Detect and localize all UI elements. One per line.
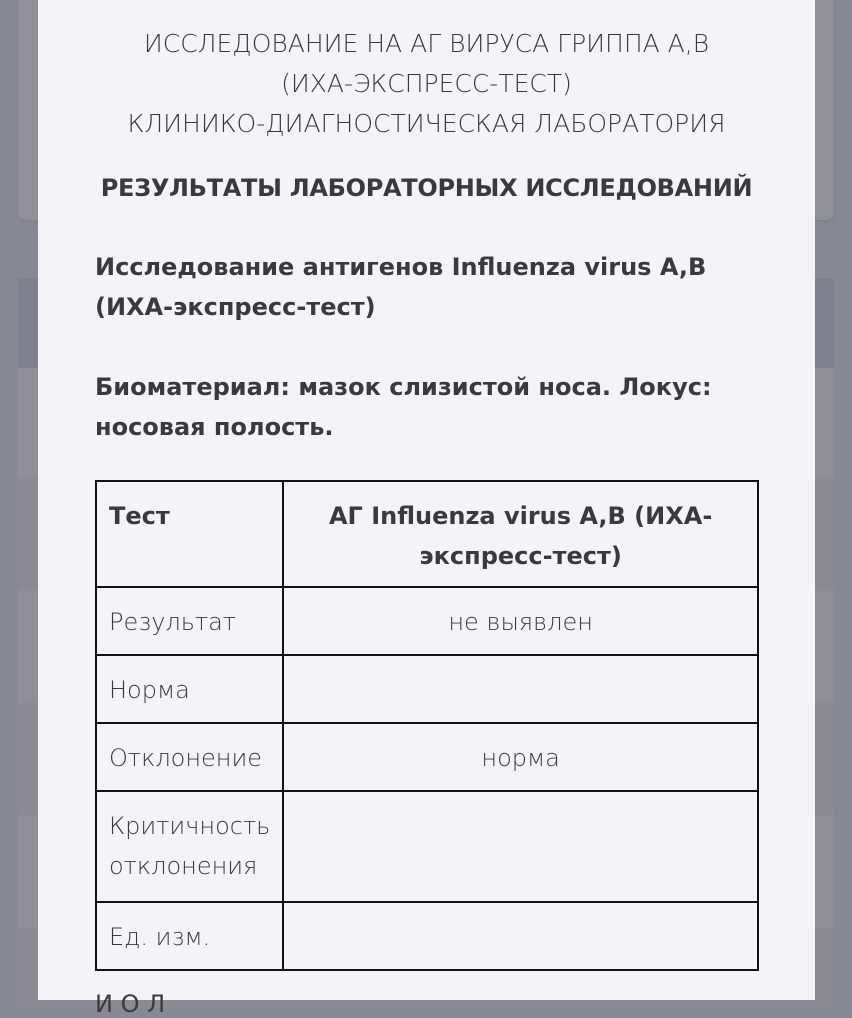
row-label: Результат bbox=[96, 587, 283, 655]
row-value bbox=[283, 791, 758, 902]
results-table bbox=[95, 480, 759, 971]
row-label: Отклонение bbox=[96, 723, 283, 791]
header-label-cell: Тест bbox=[96, 481, 283, 587]
table-row-result bbox=[96, 587, 758, 655]
row-label: Норма bbox=[96, 655, 283, 723]
row-value bbox=[283, 902, 758, 970]
lab-result-document bbox=[38, 0, 815, 1018]
table-row-criticality bbox=[96, 791, 758, 902]
table-row-deviation bbox=[96, 723, 758, 791]
header-line-lab: КЛИНИКО-ДИАГНОСТИЧЕСКАЯ ЛАБОРАТОРИЯ bbox=[127, 109, 726, 138]
row-value: норма bbox=[283, 723, 758, 791]
table-row-units bbox=[96, 902, 758, 970]
footer-text-partial: И О Л bbox=[95, 990, 166, 1018]
header-line-study: ИССЛЕДОВАНИЕ НА АГ ВИРУСА ГРИППА А,В bbox=[143, 29, 710, 58]
row-value: не выявлен bbox=[283, 587, 758, 655]
section-title: РЕЗУЛЬТАТЫ ЛАБОРАТОРНЫХ ИССЛЕДОВАНИЙ bbox=[100, 174, 753, 202]
row-value bbox=[283, 655, 758, 723]
table-header-row bbox=[96, 481, 758, 587]
row-label: Критичность отклонения bbox=[96, 791, 283, 902]
table-row-norm bbox=[96, 655, 758, 723]
lab-header bbox=[38, 24, 815, 144]
biomaterial-info: Биоматериал: мазок слизистой носа. Локус: носовая полость. bbox=[95, 373, 712, 441]
header-line-method: (ИХА-ЭКСПРЕСС-ТЕСТ) bbox=[281, 69, 572, 98]
study-title: Исследование антигенов Influenza virus A,B (ИХА-экспресс-тест) bbox=[95, 253, 707, 321]
header-value-cell: АГ Influenza virus A,B (ИХА-экспресс-тест) bbox=[283, 481, 758, 587]
row-label: Ед. изм. bbox=[96, 902, 283, 970]
